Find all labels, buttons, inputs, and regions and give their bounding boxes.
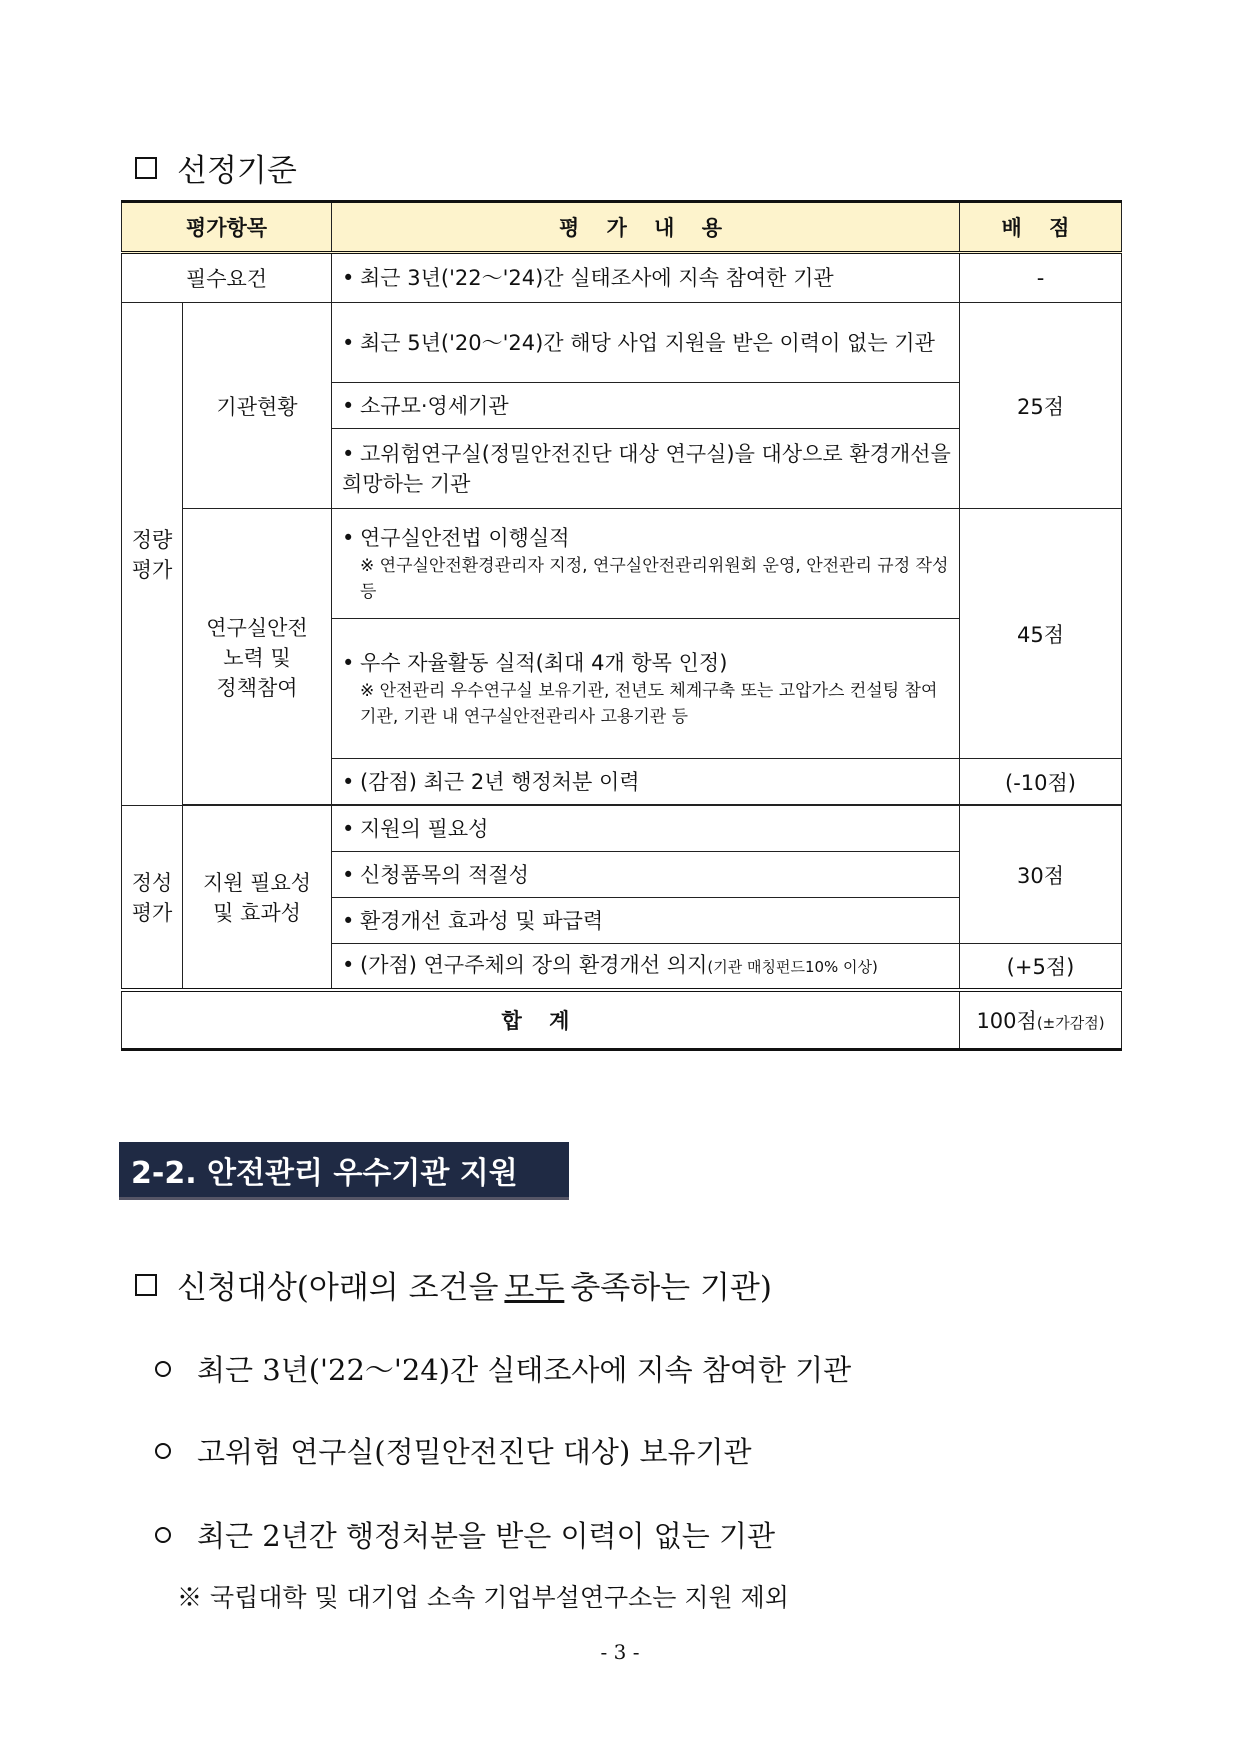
list-item: 최근 2년간 행정처분을 받은 이력이 없는 기관 — [155, 1514, 775, 1555]
checkbox-icon — [135, 1274, 157, 1296]
group2-item: • 연구실안전법 이행실적 ※ 연구실안전환경관리자 지정, 연구실안전관리위원회 운영, 안전관리 규정 작성 등 — [332, 509, 960, 619]
list-item: 고위험 연구실(정밀안전진단 대상) 보유기관 — [155, 1430, 752, 1471]
table-header-row — [122, 202, 1122, 253]
section-heading-criteria — [135, 145, 297, 190]
penalty-item: • (감점) 최근 2년 행정처분 이력 — [332, 759, 960, 805]
circle-bullet-icon — [155, 1443, 171, 1459]
table-row — [122, 253, 1122, 303]
header-content: 평 가 내 용 — [332, 202, 960, 253]
circle-bullet-icon — [155, 1361, 171, 1377]
group2-label: 연구실안전 노력 및 정책참여 — [183, 509, 332, 805]
criteria-table — [121, 200, 1122, 1051]
bonus-item: • (가점) 연구주체의 장의 환경개선 의지(기관 매칭펀드10% 이상) — [332, 944, 960, 990]
qual-label: 정성 평가 — [122, 806, 183, 990]
footnote: ※ 국립대학 및 대기업 소속 기업부설연구소는 지원 제외 — [177, 1583, 789, 1612]
group1-item: • 최근 5년('20～'24)간 해당 사업 지원을 받은 이력이 없는 기관 — [332, 303, 960, 383]
qual-score: 30점 — [960, 806, 1122, 944]
total-score: 100점(±가감점) — [960, 990, 1122, 1050]
header-category: 평가항목 — [122, 202, 332, 253]
page-number: - 3 - — [600, 1640, 640, 1664]
group1-item: • 소규모·영세기관 — [332, 383, 960, 429]
qual-sub-label: 지원 필요성 및 효과성 — [183, 806, 332, 990]
section-title: 선정기준 — [177, 153, 297, 189]
list-item: 최근 3년('22～'24)간 실태조사에 지속 참여한 기관 — [155, 1348, 851, 1389]
header-score: 배 점 — [960, 202, 1122, 253]
section-heading-eligibility: 신청대상(아래의 조건을 모두 충족하는 기관) — [135, 1262, 772, 1307]
group1-item: • 고위험연구실(정밀안전진단 대상 연구실)을 대상으로 환경개선을 희망하는 기관 — [332, 429, 960, 509]
group2-item: • 우수 자율활동 실적(최대 4개 항목 인정) ※ 안전관리 우수연구실 보유기관, 전년도 체계구축 또는 고압가스 컨설팅 참여기관, 기관 내 연구실안전관리사 고용기관 등 — [332, 619, 960, 759]
note-text: ※ 연구실안전환경관리자 지정, 연구실안전관리위원회 운영, 안전관리 규정 작성 등 — [360, 555, 949, 602]
required-label: 필수요건 — [122, 253, 332, 303]
circle-bullet-icon — [155, 1527, 171, 1543]
bonus-score: (+5점) — [960, 944, 1122, 990]
required-score: - — [960, 253, 1122, 303]
quant-label: 정량 평가 — [122, 303, 183, 806]
checkbox-icon — [135, 157, 157, 179]
qual-item: • 지원의 필요성 — [332, 806, 960, 852]
table-row — [122, 303, 1122, 383]
qual-item: • 환경개선 효과성 및 파급력 — [332, 898, 960, 944]
qual-item: • 신청품목의 적절성 — [332, 852, 960, 898]
section-banner: 2-2. 안전관리 우수기관 지원 — [119, 1142, 569, 1200]
table-row — [122, 509, 1122, 619]
table-row — [122, 806, 1122, 852]
group1-label: 기관현황 — [183, 303, 332, 509]
note-text: ※ 안전관리 우수연구실 보유기관, 전년도 체계구축 또는 고압가스 컨설팅 참여기관, 기관 내 연구실안전관리사 고용기관 등 — [360, 680, 938, 727]
group1-score: 25점 — [960, 303, 1122, 509]
total-row — [122, 990, 1122, 1050]
required-content: • 최근 3년('22～'24)간 실태조사에 지속 참여한 기관 — [332, 253, 960, 303]
group2-score: 45점 — [960, 509, 1122, 759]
penalty-score: (-10점) — [960, 759, 1122, 805]
total-label: 합 계 — [122, 990, 960, 1050]
